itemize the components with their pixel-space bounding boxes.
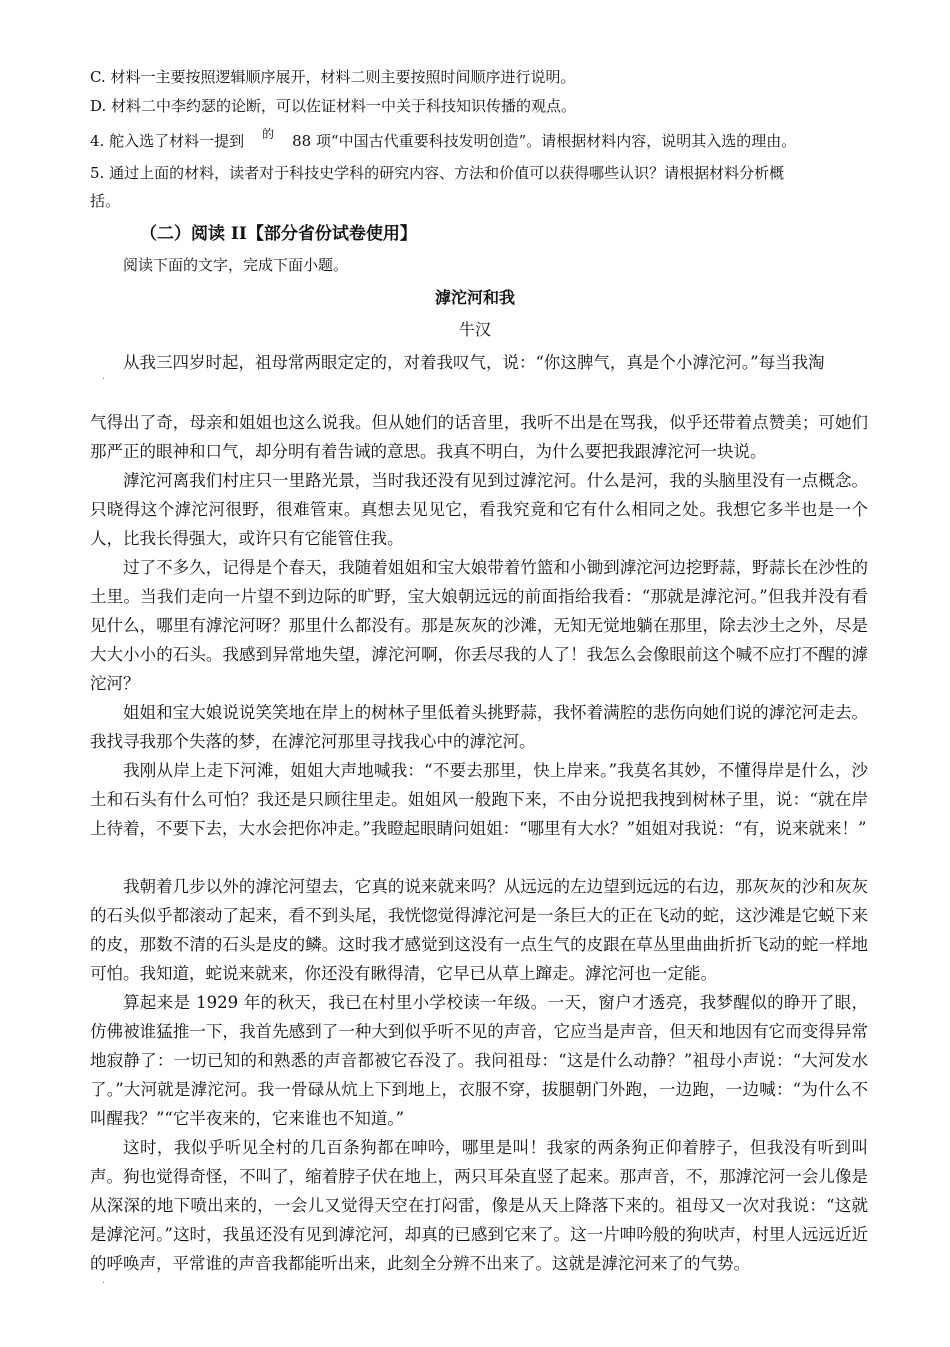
option-d: D. 材料二中李约瑟的论断，可以佐证材料一中关于科技知识传播的观点。: [90, 97, 577, 115]
question-4-text-1: 4. 舵入选了材料一提到: [90, 132, 245, 150]
paragraph-1-first-line: 从我三四岁时起，祖母常两眼定定的，对着我叹气，说：“你这脾气，真是个小滹沱河。”每当我淘: [123, 353, 825, 372]
section-heading: （二）阅读 II【部分省份试卷使用】: [140, 224, 417, 244]
question-5-line-1: 5. 通过上面的材料，读者对于科技史学科的研究内容、方法和价值可以获得哪些认识？请根据材料分析概: [90, 164, 785, 182]
question-4: [90, 127, 880, 153]
paragraph-6: 我朝着几步以外的滹沱河望去，它真的说来就来吗？从远远的左边望到远远的右边，那灰灰的沙和灰灰的石头似乎都滚动了起来，看不到头尾，我恍惚觉得滹沱河是一条巨大的正在飞动的蛇，这沙滩是它蜕下来的皮，那数不清的石头是皮的鳞。这时我才感觉到这没有一点生气的皮跟在草丛里曲曲折折飞动的蛇一样地可怕。我知道，蛇说来就来，你还没有瞅得清，它早已从草上蹿走。滹沱河也一定能。: [90, 877, 868, 983]
question-5-line-2: 括。: [90, 192, 121, 210]
section-instruction: 阅读下面的文字，完成下面小题。: [123, 256, 349, 274]
paragraph-4: 姐姐和宝大娘说说笑笑地在岸上的树林子里低着头挑野蒜，我怀着满腔的悲伤向她们说的滹沱河走去。我找寻我那个失落的梦，在滹沱河那里寻找我心中的滹沱河。: [90, 703, 868, 751]
question-4-text-2: 88 项“中国古代重要科技发明创造”。请根据材料内容，说明其入选的理由。: [292, 132, 797, 150]
article-author: 牛汉: [458, 320, 491, 339]
paragraph-8: 这时，我似乎听见全村的几百条狗都在呻吟，哪里是叫！我家的两条狗正仰着脖子，但我没有听到叫声。狗也觉得奇怪，不叫了，缩着脖子伏在地上，两只耳朵直竖了起来。那声音，不，那滹沱河一会儿像是从深深的地下喷出来的，一会儿又觉得天空在打闷雷，像是从天上降落下来的。祖母又一次对我说：“这就是滹沱河。”这时，我虽还没有见到滹沱河，却真的已感到它来了。这一片呻吟般的狗吠声，村里人远远近近的呼唤声，平常谁的声音我都能听出来，此刻全分辨不出来了。这就是滹沱河来了的气势。: [90, 1138, 868, 1273]
paragraph-3: 过了不多久，记得是个春天，我随着姐姐和宝大娘带着竹篮和小锄到滹沱河边挖野蒜，野蒜长在沙性的土里。当我们走向一片望不到边际的旷野，宝大娘朝远远的前面指给我看：“那就是滹沱河。”但我并没有看见什么，哪里有滹沱河呀？那里什么都没有。那是灰灰的沙滩，无知无觉地躺在那里，除去沙土之外，尽是大大小小的石头。我感到异常地失望，滹沱河啊，你丢尽我的人了！我怎么会像眼前这个喊不应打不醒的滹沱河？: [90, 558, 868, 693]
paragraph-2: 滹沱河离我们村庄只一里路光景，当时我还没有见到过滹沱河。什么是河，我的头脑里没有一点概念。只晓得这个滹沱河很野，很难管束。真想去见见它，看我究竟和它有什么相同之处。我想它多半也是一个人，比我长得强大，或许只有它能管住我。: [90, 471, 868, 548]
paragraph-1-rest: 气得出了奇，母亲和姐姐也这么说我。但从她们的话音里，我听不出是在骂我，似乎还带着点赞美；可她们那严正的眼神和口气，却分明有着告诫的意思。我真不明白，为什么要把我跟滹沱河一块说。: [90, 413, 868, 461]
paragraph-5: 我刚从岸上走下河滩，姐姐大声地喊我：“不要去那里，快上岸来。”我莫名其妙，不懂得岸是什么，沙土和石头有什么可怕？我还是只顾往里走。姐姐风一般跑下来，不由分说把我拽到树林子里，说：“就在岸上待着，不要下去，大水会把你冲走。”我瞪起眼睛问姐姐：“哪里有大水？”姐姐对我说：“有，说来就来！”: [90, 761, 868, 838]
dot-mark-2: .: [102, 1276, 105, 1286]
dot-mark: .: [102, 372, 105, 382]
question-4-de: 的: [262, 127, 275, 141]
paragraph-7: 算起来是 1929 年的秋天，我已在村里小学校读一年级。一天，窗户才透亮，我梦醒似的睁开了眼，仿佛被谁猛推一下，我首先感到了一种大到似乎听不见的声音，它应当是声音，但天和地因有它而变得异常地寂静了：一切已知的和熟悉的声音都被它吞没了。我问祖母：“这是什么动静？”祖母小声说：“大河发水了。”大河就是滹沱河。我一骨碌从炕上下到地上，衣服不穿，拔腿朝门外跑，一边跑，一边喊：“为什么不叫醒我？”“它半夜来的，它来谁也不知道。”: [90, 993, 868, 1128]
article-title: 滹沱河和我: [434, 288, 515, 307]
option-c: C. 材料一主要按照逻辑顺序展开，材料二则主要按照时间顺序进行说明。: [90, 68, 576, 86]
